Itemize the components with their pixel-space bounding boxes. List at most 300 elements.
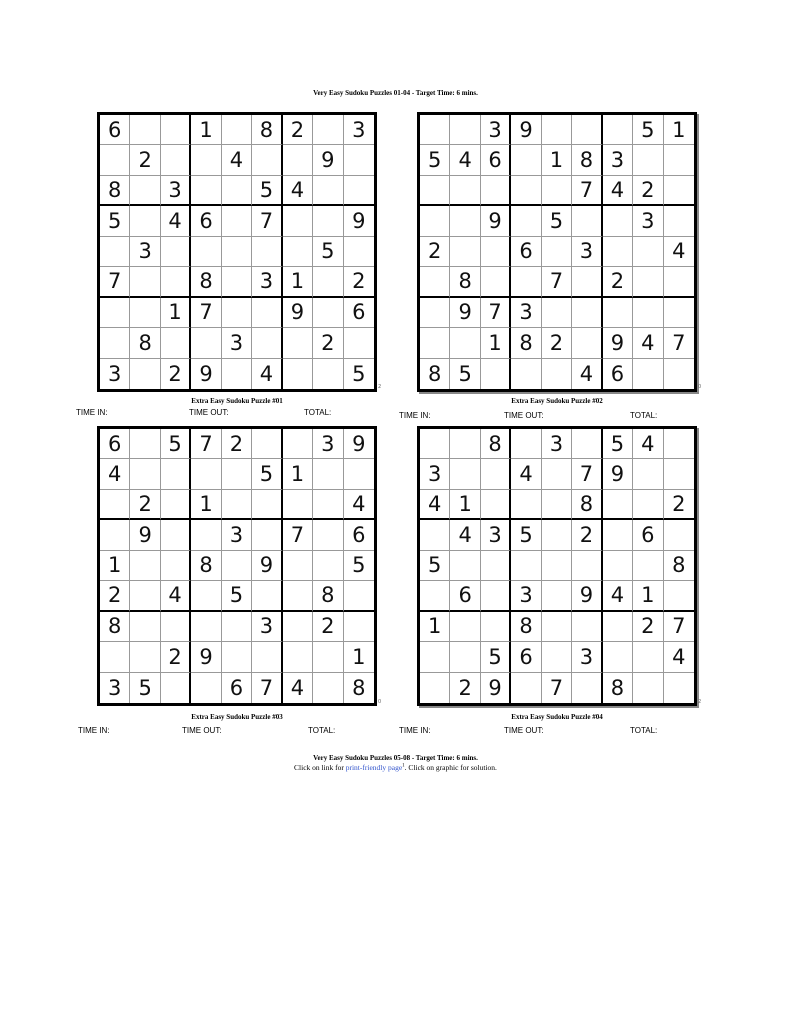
sudoku-cell[interactable]: 1 bbox=[481, 328, 511, 358]
sudoku-cell[interactable]: 2 bbox=[542, 328, 572, 358]
sudoku-cell[interactable]: 5 bbox=[511, 520, 541, 550]
sudoku-cell[interactable]: 5 bbox=[450, 359, 480, 389]
sudoku-cell[interactable]: 4 bbox=[222, 145, 252, 175]
sudoku-cell[interactable] bbox=[450, 115, 480, 145]
sudoku-cell[interactable] bbox=[664, 581, 694, 611]
sudoku-cell[interactable] bbox=[481, 459, 511, 489]
sudoku-cell[interactable]: 7 bbox=[283, 520, 313, 550]
sudoku-cell[interactable] bbox=[313, 115, 343, 145]
sudoku-cell[interactable] bbox=[481, 612, 511, 642]
sudoku-cell[interactable] bbox=[603, 520, 633, 550]
sudoku-cell[interactable] bbox=[161, 520, 191, 550]
sudoku-cell[interactable]: 8 bbox=[252, 115, 282, 145]
sudoku-cell[interactable] bbox=[542, 612, 572, 642]
sudoku-cell[interactable] bbox=[511, 267, 541, 297]
sudoku-cell[interactable]: 4 bbox=[603, 581, 633, 611]
sudoku-cell[interactable]: 2 bbox=[313, 328, 343, 358]
sudoku-cell[interactable] bbox=[664, 673, 694, 703]
sudoku-cell[interactable] bbox=[572, 298, 602, 328]
sudoku-cell[interactable] bbox=[252, 237, 282, 267]
sudoku-cell[interactable] bbox=[130, 298, 160, 328]
sudoku-cell[interactable]: 9 bbox=[191, 642, 221, 672]
sudoku-cell[interactable] bbox=[313, 490, 343, 520]
sudoku-cell[interactable]: 5 bbox=[252, 459, 282, 489]
sudoku-cell[interactable] bbox=[450, 206, 480, 236]
sudoku-cell[interactable]: 7 bbox=[481, 298, 511, 328]
sudoku-cell[interactable]: 3 bbox=[161, 176, 191, 206]
sudoku-cell[interactable] bbox=[130, 176, 160, 206]
sudoku-cell[interactable]: 5 bbox=[542, 206, 572, 236]
sudoku-cell[interactable]: 7 bbox=[191, 298, 221, 328]
sudoku-cell[interactable] bbox=[283, 490, 313, 520]
sudoku-cell[interactable]: 9 bbox=[603, 459, 633, 489]
sudoku-cell[interactable] bbox=[100, 490, 130, 520]
sudoku-cell[interactable] bbox=[450, 237, 480, 267]
sudoku-cell[interactable] bbox=[664, 176, 694, 206]
sudoku-grid-01[interactable] bbox=[97, 112, 377, 392]
sudoku-cell[interactable]: 1 bbox=[420, 612, 450, 642]
sudoku-cell[interactable] bbox=[481, 359, 511, 389]
sudoku-cell[interactable] bbox=[252, 642, 282, 672]
sudoku-cell[interactable] bbox=[603, 551, 633, 581]
sudoku-cell[interactable] bbox=[283, 206, 313, 236]
sudoku-cell[interactable]: 9 bbox=[481, 673, 511, 703]
sudoku-cell[interactable]: 4 bbox=[511, 459, 541, 489]
sudoku-cell[interactable] bbox=[420, 642, 450, 672]
sudoku-cell[interactable]: 7 bbox=[191, 429, 221, 459]
sudoku-cell[interactable]: 6 bbox=[603, 359, 633, 389]
sudoku-cell[interactable] bbox=[511, 490, 541, 520]
sudoku-cell[interactable]: 5 bbox=[633, 115, 663, 145]
sudoku-cell[interactable] bbox=[450, 429, 480, 459]
sudoku-cell[interactable]: 9 bbox=[191, 359, 221, 389]
sudoku-cell[interactable] bbox=[222, 459, 252, 489]
sudoku-cell[interactable]: 2 bbox=[633, 176, 663, 206]
sudoku-cell[interactable]: 7 bbox=[664, 328, 694, 358]
sudoku-cell[interactable] bbox=[420, 673, 450, 703]
sudoku-cell[interactable]: 8 bbox=[481, 429, 511, 459]
sudoku-cell[interactable] bbox=[191, 612, 221, 642]
sudoku-cell[interactable] bbox=[420, 115, 450, 145]
sudoku-cell[interactable] bbox=[572, 551, 602, 581]
sudoku-cell[interactable]: 9 bbox=[252, 551, 282, 581]
sudoku-cell[interactable] bbox=[511, 429, 541, 459]
sudoku-cell[interactable]: 8 bbox=[511, 328, 541, 358]
sudoku-cell[interactable] bbox=[481, 176, 511, 206]
sudoku-cell[interactable]: 5 bbox=[352, 361, 366, 386]
sudoku-cell[interactable]: 8 bbox=[191, 267, 221, 297]
sudoku-cell[interactable]: 2 bbox=[420, 237, 450, 267]
sudoku-cell[interactable] bbox=[344, 328, 374, 358]
sudoku-cell[interactable] bbox=[420, 429, 450, 459]
sudoku-cell[interactable] bbox=[283, 328, 313, 358]
sudoku-cell[interactable] bbox=[313, 359, 343, 389]
sudoku-grid-04[interactable] bbox=[417, 426, 697, 706]
sudoku-cell[interactable] bbox=[344, 145, 374, 175]
sudoku-cell[interactable] bbox=[450, 459, 480, 489]
sudoku-cell[interactable]: 6 bbox=[511, 642, 541, 672]
sudoku-cell[interactable] bbox=[130, 551, 160, 581]
sudoku-cell[interactable] bbox=[161, 237, 191, 267]
sudoku-cell[interactable] bbox=[252, 429, 282, 459]
sudoku-cell[interactable] bbox=[511, 176, 541, 206]
sudoku-cell[interactable]: 3 bbox=[542, 429, 572, 459]
sudoku-cell[interactable] bbox=[191, 673, 221, 703]
sudoku-cell[interactable] bbox=[100, 520, 130, 550]
sudoku-cell[interactable] bbox=[191, 520, 221, 550]
sudoku-cell[interactable] bbox=[344, 237, 374, 267]
sudoku-cell[interactable] bbox=[511, 145, 541, 175]
sudoku-cell[interactable] bbox=[161, 267, 191, 297]
sudoku-cell[interactable] bbox=[222, 551, 252, 581]
sudoku-cell[interactable]: 2 bbox=[633, 612, 663, 642]
sudoku-cell[interactable] bbox=[313, 267, 343, 297]
sudoku-cell[interactable] bbox=[420, 206, 450, 236]
sudoku-cell[interactable] bbox=[130, 642, 160, 672]
sudoku-cell[interactable]: 6 bbox=[100, 429, 130, 459]
sudoku-cell[interactable] bbox=[222, 359, 252, 389]
sudoku-cell[interactable]: 2 bbox=[450, 673, 480, 703]
sudoku-cell[interactable] bbox=[664, 520, 694, 550]
sudoku-cell[interactable]: 9 bbox=[603, 328, 633, 358]
sudoku-cell[interactable]: 4 bbox=[633, 328, 663, 358]
sudoku-cell[interactable]: 5 bbox=[252, 176, 282, 206]
sudoku-cell[interactable] bbox=[481, 267, 511, 297]
sudoku-cell[interactable]: 7 bbox=[542, 267, 572, 297]
sudoku-cell[interactable] bbox=[603, 642, 633, 672]
sudoku-cell[interactable] bbox=[572, 673, 602, 703]
sudoku-cell[interactable] bbox=[283, 429, 313, 459]
sudoku-cell[interactable]: 2 bbox=[664, 490, 694, 520]
sudoku-cell[interactable]: 1 bbox=[633, 581, 663, 611]
sudoku-cell[interactable] bbox=[572, 115, 602, 145]
sudoku-cell[interactable]: 3 bbox=[511, 298, 541, 328]
sudoku-cell[interactable] bbox=[100, 298, 130, 328]
sudoku-cell[interactable] bbox=[542, 237, 572, 267]
sudoku-cell[interactable]: 6 bbox=[344, 298, 374, 328]
sudoku-cell[interactable] bbox=[542, 115, 572, 145]
sudoku-cell[interactable]: 3 bbox=[481, 520, 511, 550]
sudoku-cell[interactable] bbox=[344, 612, 374, 642]
sudoku-cell[interactable] bbox=[542, 490, 572, 520]
sudoku-cell[interactable] bbox=[542, 176, 572, 206]
sudoku-cell[interactable] bbox=[450, 642, 480, 672]
sudoku-cell[interactable] bbox=[511, 673, 541, 703]
sudoku-cell[interactable]: 5 bbox=[100, 206, 130, 236]
sudoku-cell[interactable] bbox=[191, 145, 221, 175]
sudoku-cell[interactable]: 3 bbox=[572, 642, 602, 672]
sudoku-cell[interactable] bbox=[603, 490, 633, 520]
sudoku-cell[interactable] bbox=[664, 206, 694, 236]
sudoku-cell[interactable] bbox=[664, 429, 694, 459]
sudoku-cell[interactable]: 9 bbox=[130, 520, 160, 550]
sudoku-cell[interactable] bbox=[313, 551, 343, 581]
sudoku-cell[interactable]: 4 bbox=[161, 206, 191, 236]
sudoku-cell[interactable] bbox=[450, 551, 480, 581]
sudoku-cell[interactable]: 3 bbox=[633, 206, 663, 236]
sudoku-cell[interactable] bbox=[130, 267, 160, 297]
sudoku-cell[interactable] bbox=[344, 176, 374, 206]
sudoku-cell[interactable] bbox=[222, 490, 252, 520]
sudoku-cell[interactable] bbox=[633, 490, 663, 520]
sudoku-cell[interactable]: 1 bbox=[100, 551, 130, 581]
sudoku-cell[interactable]: 4 bbox=[252, 359, 282, 389]
sudoku-cell[interactable]: 8 bbox=[191, 551, 221, 581]
sudoku-cell[interactable]: 8 bbox=[603, 673, 633, 703]
sudoku-cell[interactable]: 9 bbox=[313, 145, 343, 175]
sudoku-cell[interactable] bbox=[283, 359, 313, 389]
sudoku-cell[interactable]: 4 bbox=[283, 673, 313, 703]
sudoku-cell[interactable]: 2 bbox=[161, 359, 191, 389]
sudoku-cell[interactable]: 7 bbox=[664, 612, 694, 642]
sudoku-cell[interactable] bbox=[542, 642, 572, 672]
sudoku-cell[interactable] bbox=[130, 429, 160, 459]
sudoku-cell[interactable]: 4 bbox=[664, 237, 694, 267]
sudoku-cell[interactable] bbox=[511, 206, 541, 236]
sudoku-cell[interactable]: 6 bbox=[511, 237, 541, 267]
sudoku-cell[interactable]: 6 bbox=[481, 145, 511, 175]
sudoku-cell[interactable] bbox=[633, 298, 663, 328]
sudoku-cell[interactable] bbox=[283, 612, 313, 642]
sudoku-cell[interactable] bbox=[191, 237, 221, 267]
sudoku-cell[interactable]: 8 bbox=[130, 328, 160, 358]
sudoku-cell[interactable] bbox=[420, 267, 450, 297]
sudoku-cell[interactable] bbox=[420, 176, 450, 206]
sudoku-cell[interactable]: 4 bbox=[161, 581, 191, 611]
sudoku-cell[interactable] bbox=[420, 298, 450, 328]
sudoku-cell[interactable] bbox=[252, 328, 282, 358]
sudoku-cell[interactable]: 3 bbox=[511, 581, 541, 611]
sudoku-cell[interactable]: 2 bbox=[130, 145, 160, 175]
sudoku-cell[interactable] bbox=[191, 459, 221, 489]
sudoku-cell[interactable] bbox=[542, 298, 572, 328]
sudoku-cell[interactable] bbox=[313, 642, 343, 672]
sudoku-cell[interactable]: 4 bbox=[450, 520, 480, 550]
sudoku-cell[interactable] bbox=[603, 115, 633, 145]
sudoku-cell[interactable] bbox=[572, 267, 602, 297]
sudoku-cell[interactable]: 2 bbox=[130, 490, 160, 520]
sudoku-cell[interactable] bbox=[633, 237, 663, 267]
sudoku-cell[interactable]: 1 bbox=[542, 145, 572, 175]
sudoku-cell[interactable]: 8 bbox=[572, 145, 602, 175]
sudoku-cell[interactable]: 8 bbox=[352, 675, 366, 700]
sudoku-cell[interactable] bbox=[222, 267, 252, 297]
sudoku-cell[interactable] bbox=[420, 328, 450, 358]
sudoku-cell[interactable] bbox=[313, 673, 343, 703]
sudoku-cell[interactable] bbox=[283, 581, 313, 611]
sudoku-cell[interactable] bbox=[572, 206, 602, 236]
sudoku-cell[interactable] bbox=[542, 551, 572, 581]
sudoku-cell[interactable]: 4 bbox=[603, 176, 633, 206]
sudoku-cell[interactable]: 2 bbox=[572, 520, 602, 550]
sudoku-cell[interactable]: 1 bbox=[191, 115, 221, 145]
sudoku-cell[interactable] bbox=[100, 145, 130, 175]
sudoku-cell[interactable]: 4 bbox=[633, 429, 663, 459]
sudoku-cell[interactable]: 3 bbox=[222, 520, 252, 550]
sudoku-cell[interactable] bbox=[283, 145, 313, 175]
sudoku-cell[interactable] bbox=[313, 520, 343, 550]
sudoku-cell[interactable]: 3 bbox=[603, 145, 633, 175]
sudoku-cell[interactable]: 5 bbox=[481, 642, 511, 672]
sudoku-cell[interactable]: 3 bbox=[420, 459, 450, 489]
sudoku-cell[interactable] bbox=[252, 490, 282, 520]
sudoku-cell[interactable] bbox=[222, 206, 252, 236]
sudoku-cell[interactable]: 9 bbox=[511, 115, 541, 145]
sudoku-cell[interactable]: 4 bbox=[572, 359, 602, 389]
sudoku-cell[interactable]: 2 bbox=[100, 581, 130, 611]
sudoku-grid-02[interactable] bbox=[417, 112, 697, 392]
sudoku-cell[interactable] bbox=[603, 612, 633, 642]
sudoku-cell[interactable] bbox=[572, 328, 602, 358]
sudoku-cell[interactable]: 4 bbox=[450, 145, 480, 175]
sudoku-cell[interactable]: 8 bbox=[511, 612, 541, 642]
sudoku-cell[interactable]: 1 bbox=[450, 490, 480, 520]
sudoku-cell[interactable]: 3 bbox=[481, 115, 511, 145]
sudoku-cell[interactable] bbox=[130, 612, 160, 642]
sudoku-cell[interactable] bbox=[420, 581, 450, 611]
sudoku-cell[interactable] bbox=[161, 328, 191, 358]
sudoku-cell[interactable] bbox=[664, 359, 694, 389]
sudoku-cell[interactable] bbox=[633, 145, 663, 175]
sudoku-cell[interactable] bbox=[161, 490, 191, 520]
sudoku-cell[interactable]: 5 bbox=[420, 145, 450, 175]
sudoku-cell[interactable] bbox=[313, 176, 343, 206]
sudoku-cell[interactable]: 4 bbox=[420, 490, 450, 520]
sudoku-cell[interactable] bbox=[633, 359, 663, 389]
sudoku-cell[interactable]: 1 bbox=[191, 490, 221, 520]
sudoku-cell[interactable] bbox=[481, 490, 511, 520]
sudoku-cell[interactable] bbox=[664, 459, 694, 489]
sudoku-cell[interactable]: 6 bbox=[100, 115, 130, 145]
sudoku-cell[interactable]: 8 bbox=[450, 267, 480, 297]
sudoku-cell[interactable]: 2 bbox=[313, 612, 343, 642]
sudoku-cell[interactable]: 6 bbox=[633, 520, 663, 550]
sudoku-cell[interactable]: 7 bbox=[100, 267, 130, 297]
sudoku-cell[interactable]: 3 bbox=[313, 429, 343, 459]
sudoku-cell[interactable] bbox=[313, 298, 343, 328]
sudoku-cell[interactable] bbox=[633, 551, 663, 581]
sudoku-cell[interactable]: 1 bbox=[664, 115, 694, 145]
sudoku-cell[interactable]: 1 bbox=[283, 267, 313, 297]
sudoku-cell[interactable]: 3 bbox=[100, 359, 130, 389]
sudoku-cell[interactable] bbox=[100, 642, 130, 672]
sudoku-cell[interactable] bbox=[313, 206, 343, 236]
sudoku-cell[interactable]: 8 bbox=[572, 490, 602, 520]
sudoku-cell[interactable] bbox=[283, 237, 313, 267]
sudoku-cell[interactable]: 3 bbox=[572, 237, 602, 267]
sudoku-cell[interactable] bbox=[603, 298, 633, 328]
sudoku-cell[interactable] bbox=[313, 459, 343, 489]
sudoku-cell[interactable]: 8 bbox=[664, 551, 694, 581]
sudoku-cell[interactable]: 5 bbox=[344, 551, 374, 581]
sudoku-cell[interactable]: 3 bbox=[130, 237, 160, 267]
sudoku-cell[interactable] bbox=[161, 115, 191, 145]
sudoku-cell[interactable]: 3 bbox=[344, 115, 374, 145]
sudoku-cell[interactable]: 4 bbox=[283, 176, 313, 206]
sudoku-cell[interactable]: 2 bbox=[222, 429, 252, 459]
sudoku-cell[interactable]: 2 bbox=[283, 115, 313, 145]
sudoku-cell[interactable]: 2 bbox=[161, 642, 191, 672]
sudoku-cell[interactable]: 4 bbox=[664, 642, 694, 672]
sudoku-cell[interactable] bbox=[603, 206, 633, 236]
sudoku-cell[interactable]: 5 bbox=[420, 551, 450, 581]
sudoku-cell[interactable] bbox=[130, 359, 160, 389]
sudoku-cell[interactable]: 7 bbox=[252, 673, 282, 703]
sudoku-grid-03[interactable] bbox=[97, 426, 377, 706]
sudoku-cell[interactable] bbox=[664, 267, 694, 297]
sudoku-cell[interactable] bbox=[344, 581, 374, 611]
sudoku-cell[interactable] bbox=[450, 328, 480, 358]
sudoku-cell[interactable] bbox=[161, 612, 191, 642]
sudoku-cell[interactable]: 6 bbox=[222, 673, 252, 703]
sudoku-cell[interactable]: 1 bbox=[344, 642, 374, 672]
sudoku-cell[interactable]: 9 bbox=[481, 206, 511, 236]
sudoku-cell[interactable] bbox=[542, 520, 572, 550]
sudoku-cell[interactable]: 7 bbox=[572, 459, 602, 489]
sudoku-cell[interactable] bbox=[664, 145, 694, 175]
sudoku-cell[interactable] bbox=[450, 176, 480, 206]
sudoku-cell[interactable]: 5 bbox=[222, 581, 252, 611]
sudoku-cell[interactable] bbox=[511, 551, 541, 581]
sudoku-cell[interactable]: 1 bbox=[161, 298, 191, 328]
sudoku-cell[interactable]: 7 bbox=[542, 673, 572, 703]
sudoku-cell[interactable]: 3 bbox=[252, 612, 282, 642]
sudoku-cell[interactable]: 3 bbox=[100, 673, 130, 703]
sudoku-cell[interactable]: 5 bbox=[161, 429, 191, 459]
sudoku-cell[interactable]: 2 bbox=[344, 267, 374, 297]
sudoku-cell[interactable]: 8 bbox=[420, 359, 450, 389]
sudoku-cell[interactable]: 8 bbox=[313, 581, 343, 611]
sudoku-cell[interactable] bbox=[542, 459, 572, 489]
sudoku-cell[interactable] bbox=[511, 359, 541, 389]
sudoku-cell[interactable] bbox=[130, 459, 160, 489]
sudoku-cell[interactable] bbox=[252, 298, 282, 328]
sudoku-cell[interactable]: 7 bbox=[572, 176, 602, 206]
sudoku-cell[interactable]: 3 bbox=[222, 328, 252, 358]
sudoku-cell[interactable] bbox=[252, 145, 282, 175]
sudoku-cell[interactable] bbox=[450, 612, 480, 642]
sudoku-cell[interactable]: 5 bbox=[313, 237, 343, 267]
sudoku-cell[interactable] bbox=[191, 328, 221, 358]
sudoku-cell[interactable]: 9 bbox=[344, 206, 374, 236]
sudoku-cell[interactable] bbox=[283, 551, 313, 581]
sudoku-cell[interactable] bbox=[222, 115, 252, 145]
sudoku-cell[interactable] bbox=[100, 237, 130, 267]
sudoku-cell[interactable] bbox=[572, 612, 602, 642]
sudoku-cell[interactable] bbox=[252, 581, 282, 611]
sudoku-cell[interactable]: 6 bbox=[450, 581, 480, 611]
sudoku-cell[interactable] bbox=[161, 551, 191, 581]
sudoku-cell[interactable] bbox=[252, 520, 282, 550]
sudoku-cell[interactable]: 4 bbox=[344, 490, 374, 520]
sudoku-cell[interactable] bbox=[161, 459, 191, 489]
sudoku-cell[interactable] bbox=[222, 176, 252, 206]
sudoku-cell[interactable] bbox=[481, 237, 511, 267]
sudoku-cell[interactable] bbox=[633, 459, 663, 489]
sudoku-cell[interactable] bbox=[420, 520, 450, 550]
sudoku-cell[interactable] bbox=[542, 581, 572, 611]
sudoku-cell[interactable] bbox=[572, 429, 602, 459]
sudoku-cell[interactable]: 5 bbox=[603, 429, 633, 459]
sudoku-cell[interactable]: 9 bbox=[450, 298, 480, 328]
sudoku-cell[interactable] bbox=[344, 459, 374, 489]
sudoku-cell[interactable] bbox=[283, 642, 313, 672]
sudoku-cell[interactable] bbox=[481, 551, 511, 581]
sudoku-cell[interactable] bbox=[603, 237, 633, 267]
sudoku-cell[interactable] bbox=[130, 115, 160, 145]
print-friendly-link[interactable]: print-friendly page bbox=[345, 763, 403, 772]
sudoku-cell[interactable]: 4 bbox=[100, 459, 130, 489]
